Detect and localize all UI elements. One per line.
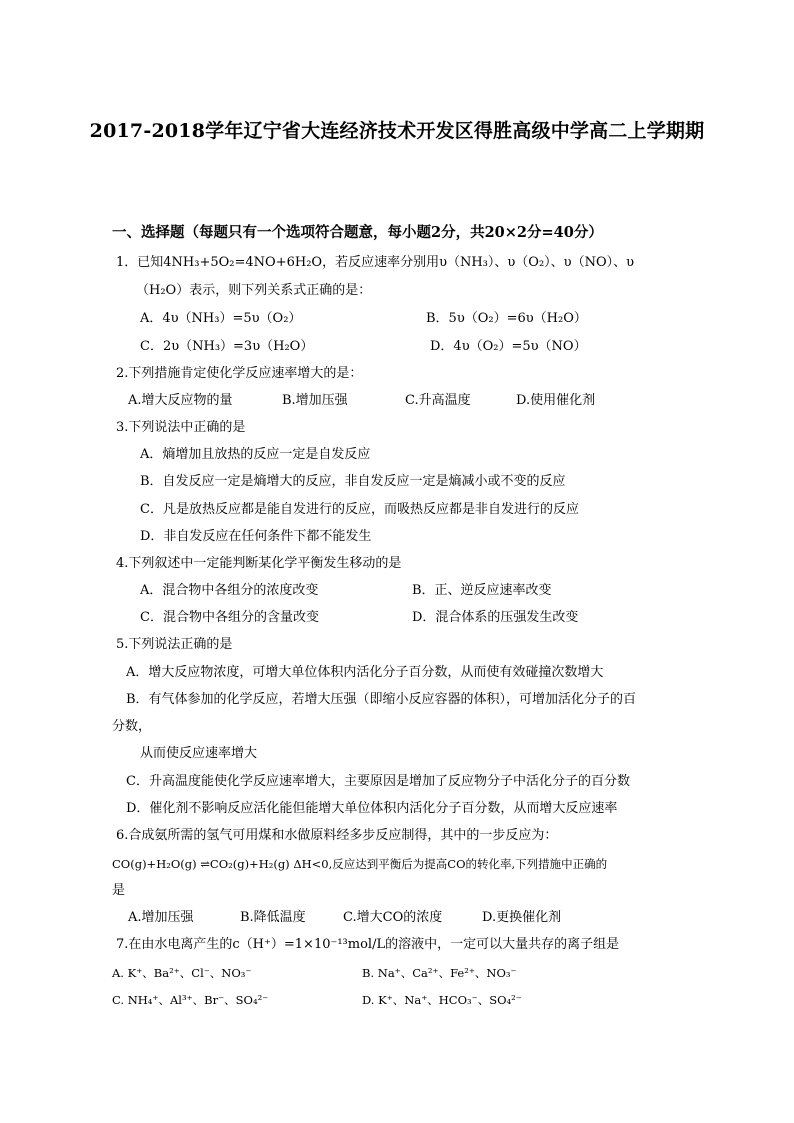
q2-option-d: D.使用催化剂 <box>516 393 596 408</box>
q4-option-d: D．混合体系的压强发生改变 <box>412 610 579 625</box>
q7-option-c: C. NH₄⁺、Al³⁺、Br⁻、SO₄²⁻ <box>112 993 269 1007</box>
q6-option-d: D.更换催化剂 <box>482 910 562 925</box>
q6-option-b: B.降低温度 <box>240 910 306 925</box>
q6-option-a: A.增加压强 <box>128 910 194 925</box>
q5-option-a: A．增大反应物浓度，可增大单位体积内活化分子百分数，从而使有效碰撞次数增大 <box>126 665 604 680</box>
q1-option-d: D．4υ（O₂）=5υ（NO） <box>430 339 587 354</box>
q3-option-a: A．熵增加且放热的反应一定是自发反应 <box>140 447 371 462</box>
q7-option-d: D. K⁺、Na⁺、HCO₃⁻、SO₄²⁻ <box>362 993 522 1007</box>
q1-stem-line2: （H₂O）表示，则下列关系式正确的是： <box>136 283 372 298</box>
q7-stem: 7.在由水电离产生的c（H⁺）=1×10⁻¹³mol/L的溶液中，一定可以大量共存的离子组是 <box>116 937 620 952</box>
q1-stem-line1: 1．已知4NH₃+5O₂=4NO+6H₂O，若反应速率分别用υ（NH₃）、υ（O₂）、υ（NO）、υ <box>116 255 635 270</box>
q6-stem-line2: CO(g)+H₂O(g) ⇌CO₂(g)+H₂(g) ΔH<0,反应达到平衡后为提高CO的转化率,下列措施中正确的 <box>112 857 608 871</box>
q2-option-c: C.升高温度 <box>405 393 471 408</box>
q5-option-c: C．升高温度能使化学反应速率增大，主要原因是增加了反应物分子中活化分子的百分数 <box>126 774 630 789</box>
q6-stem: 6.合成氨所需的氢气可用煤和水做原料经多步反应制得，其中的一步反应为： <box>116 828 558 843</box>
q3-option-c: C．凡是放热反应都是能自发进行的反应，而吸热反应都是非自发进行的反应 <box>140 502 579 517</box>
q6-stem-line3: 是 <box>112 883 126 898</box>
q2-option-b: B.增加压强 <box>282 393 348 408</box>
q7-option-a: A. K⁺、Ba²⁺、Cl⁻、NO₃⁻ <box>112 966 252 980</box>
q1-option-a: A．4υ（NH₃）=5υ（O₂） <box>140 311 302 326</box>
q1-option-b: B．5υ（O₂）=6υ（H₂O） <box>426 311 587 326</box>
q6-option-c: C.增大CO的浓度 <box>343 910 443 925</box>
q4-option-c: C．混合物中各组分的含量改变 <box>140 610 319 625</box>
q7-option-b: B. Na⁺、Ca²⁺、Fe²⁺、NO₃⁻ <box>362 966 517 980</box>
q2-option-a: A.增大反应物的量 <box>128 393 233 408</box>
q3-option-b: B．自发反应一定是熵增大的反应，非自发反应一定是熵减小或不变的反应 <box>140 474 566 489</box>
q5-option-b-line2: 分数， <box>112 719 152 734</box>
section-heading: 一、选择题（每题只有一个选项符合题意，每小题2分，共20×2分=40分） <box>112 224 603 241</box>
q1-option-c: C．2υ（NH₃）=3υ（H₂O） <box>140 339 314 354</box>
q3-stem: 3.下列说法中正确的是 <box>116 420 246 435</box>
q5-stem: 5.下列说法正确的是 <box>116 637 233 652</box>
q4-option-a: A．混合物中各组分的浓度改变 <box>140 583 319 598</box>
q3-option-d: D．非自发反应在任何条件下都不能发生 <box>140 529 372 544</box>
document-title: 2017-2018学年辽宁省大连经济技术开发区得胜高级中学高二上学期期 <box>89 120 705 142</box>
q5-option-b-line3: 从而使反应速率增大 <box>140 746 258 761</box>
q5-option-d: D．催化剂不影响反应活化能但能增大单位体积内活化分子百分数，从而增大反应速率 <box>126 801 618 816</box>
q4-stem: 4.下列叙述中一定能判断某化学平衡发生移动的是 <box>116 556 402 571</box>
q4-option-b: B．正、逆反应速率改变 <box>412 583 552 598</box>
q5-option-b-line1: B．有气体参加的化学反应，若增大压强（即缩小反应容器的体积），可增加活化分子的百 <box>126 692 637 707</box>
q2-stem: 2.下列措施肯定使化学反应速率增大的是： <box>116 366 363 381</box>
